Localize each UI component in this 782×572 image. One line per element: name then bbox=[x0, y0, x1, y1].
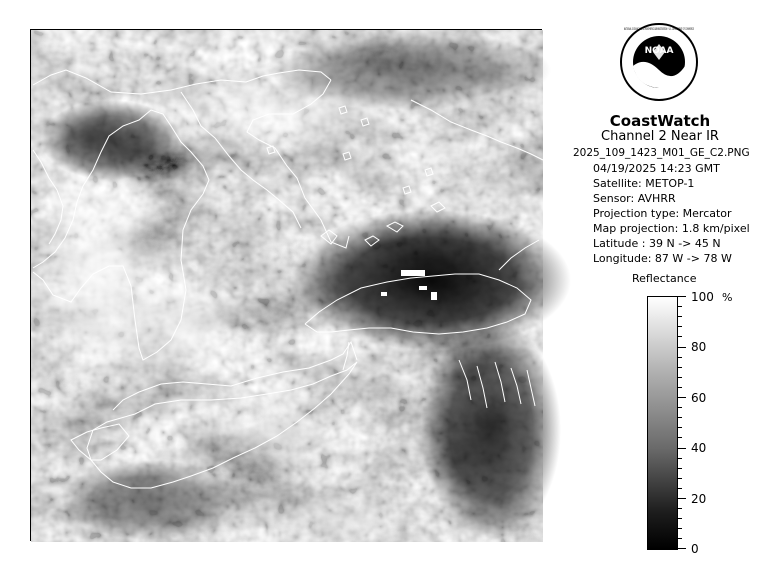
brand-title: CoastWatch bbox=[609, 112, 711, 130]
satellite-map-svg bbox=[31, 30, 543, 542]
sensor-text: Sensor: AVHRR bbox=[593, 192, 676, 205]
tick-major bbox=[678, 397, 686, 398]
tick-label-100: 100 bbox=[691, 290, 714, 304]
reflectance-colorbar bbox=[647, 296, 678, 550]
satellite-image[interactable] bbox=[30, 29, 542, 541]
tick-label-60: 60 bbox=[691, 391, 707, 405]
cloud-south bbox=[271, 495, 411, 545]
filename-text: 2025_109_1423_M01_GE_C2.PNG bbox=[573, 147, 750, 159]
clear-southeast bbox=[421, 320, 561, 540]
noaa-logo bbox=[619, 22, 699, 102]
satellite-text: Satellite: METOP-1 bbox=[593, 177, 695, 190]
latitude-text: Latitude : 39 N -> 45 N bbox=[593, 237, 721, 250]
tick-label-40: 40 bbox=[691, 441, 707, 455]
tick-major bbox=[678, 448, 686, 449]
projection-type-text: Projection type: Mercator bbox=[593, 207, 732, 220]
tick-major bbox=[678, 498, 686, 499]
tick-major bbox=[678, 296, 686, 297]
clear-northwest bbox=[41, 100, 181, 180]
tick-label-80: 80 bbox=[691, 340, 707, 354]
clear-southwest bbox=[61, 460, 241, 540]
legend-title: Reflectance bbox=[632, 272, 697, 285]
map-projection-text: Map projection: 1.8 km/pixel bbox=[593, 222, 750, 235]
cloud-center bbox=[111, 270, 251, 390]
tick-major bbox=[678, 347, 686, 348]
legend-unit: % bbox=[722, 291, 733, 304]
longitude-text: Longitude: 87 W -> 78 W bbox=[593, 252, 732, 265]
clear-ontario bbox=[291, 210, 571, 350]
logo-ring-text: NATIONAL OCEANIC AND ATMOSPHERIC ADMINISTRATION · U.S. DEPARTMENT OF COMMERCE bbox=[624, 27, 694, 31]
tick-label-20: 20 bbox=[691, 492, 707, 506]
datetime-text: 04/19/2025 14:23 GMT bbox=[593, 162, 720, 175]
logo-center-text: NOAA bbox=[644, 46, 674, 56]
product-title: Channel 2 Near IR bbox=[601, 129, 719, 144]
tick-major bbox=[678, 548, 686, 549]
clear-north bbox=[271, 30, 551, 110]
tick-label-0: 0 bbox=[691, 542, 699, 556]
